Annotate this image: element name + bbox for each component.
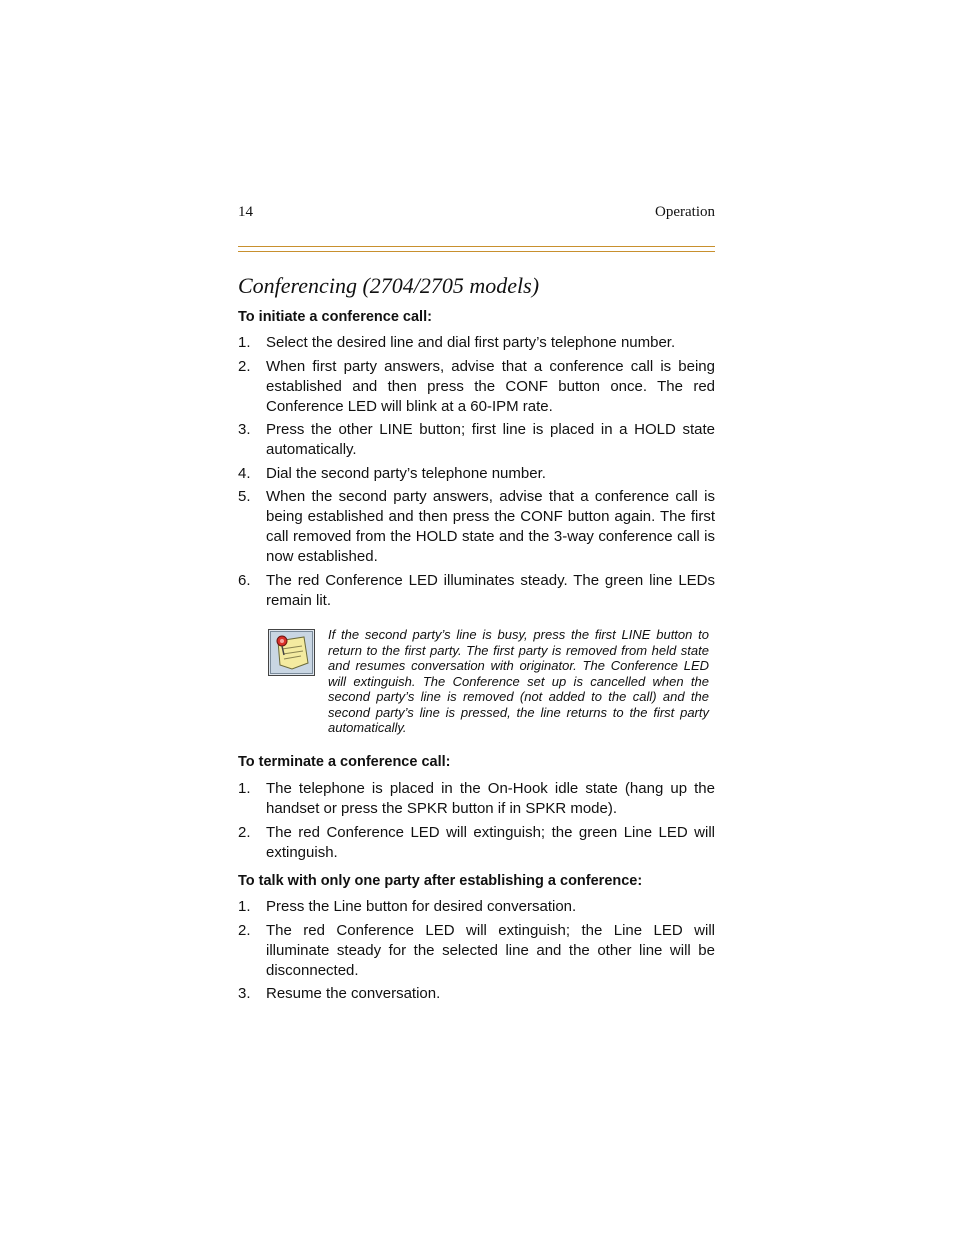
note-pad-icon [268, 629, 315, 676]
one-party-heading: To talk with only one party after establishing a conference: [238, 873, 643, 889]
step-text: When the second party answers, advise that a conference call is being established and then press the CONF button again. The first call removed from the HOLD state and the 3-way conference call is now established. [266, 488, 715, 565]
step-text: When first party answers, advise that a conference call is being established and then press the CONF button once. The red Conference LED will blink at a 60-IPM rate. [266, 357, 715, 415]
step-text: Press the Line button for desired conversation. [266, 898, 577, 915]
step-text: Dial the second party’s telephone number. [266, 464, 546, 482]
step-number: 1. [238, 780, 251, 797]
page-number: 14 [238, 204, 253, 220]
list-item [238, 487, 715, 567]
list-item [238, 420, 715, 460]
step-text: The red Conference LED will extinguish; the Line LED will illuminate steady for the selected line and the other line will be disconnected. [266, 921, 715, 979]
step-number: 6. [238, 571, 251, 589]
step-text: Press the other LINE button; first line is placed in a HOLD state automatically. [266, 421, 715, 458]
step-text: The red Conference LED illuminates steady. The green line LEDs remain lit. [266, 571, 715, 609]
step-number: 3. [238, 421, 251, 438]
initiate-heading: To initiate a conference call: [238, 309, 432, 325]
step-text: Select the desired line and dial first party’s telephone number. [266, 334, 676, 351]
step-number: 1. [238, 334, 251, 351]
section-title: Conferencing (2704/2705 models) [238, 273, 540, 298]
step-number: 4. [238, 464, 251, 482]
initiate-steps [238, 333, 715, 614]
step-text: The telephone is placed in the On-Hook idle state (hang up the handset or press the SPKR button if in SPKR mode). [266, 780, 715, 817]
list-item [238, 357, 715, 417]
step-number: 3. [238, 985, 251, 1002]
step-number: 5. [238, 488, 251, 505]
running-header [238, 204, 715, 226]
one-party-steps [238, 897, 715, 1008]
header-rule-top [238, 246, 715, 247]
list-item [238, 333, 715, 353]
step-number: 2. [238, 823, 251, 841]
list-item [238, 571, 715, 611]
step-number: 2. [238, 357, 251, 375]
terminate-steps [238, 779, 715, 866]
note-text: If the second party’s line is busy, press the first LINE button to return to the first party. The first party is removed from held state and resumes conversation with originator. The Conference LED will extinguish. The Conference set up is cancelled when the second party’s line is removed (not added to the call) and the second party’s line is pressed, the line returns to the first party automatically. [328, 627, 709, 735]
step-text: The red Conference LED will extinguish; the green Line LED will extinguish. [266, 823, 715, 861]
note-box [268, 627, 715, 739]
list-item [238, 823, 715, 863]
list-item [238, 921, 715, 981]
list-item [238, 897, 715, 917]
step-number: 2. [238, 921, 251, 939]
chapter-title: Operation [655, 204, 715, 220]
list-item [238, 779, 715, 819]
step-text: Resume the conversation. [266, 985, 441, 1002]
list-item [238, 984, 715, 1004]
list-item [238, 464, 715, 484]
step-number: 1. [238, 898, 251, 915]
terminate-heading: To terminate a conference call: [238, 754, 451, 770]
header-rule-bottom [238, 251, 715, 252]
